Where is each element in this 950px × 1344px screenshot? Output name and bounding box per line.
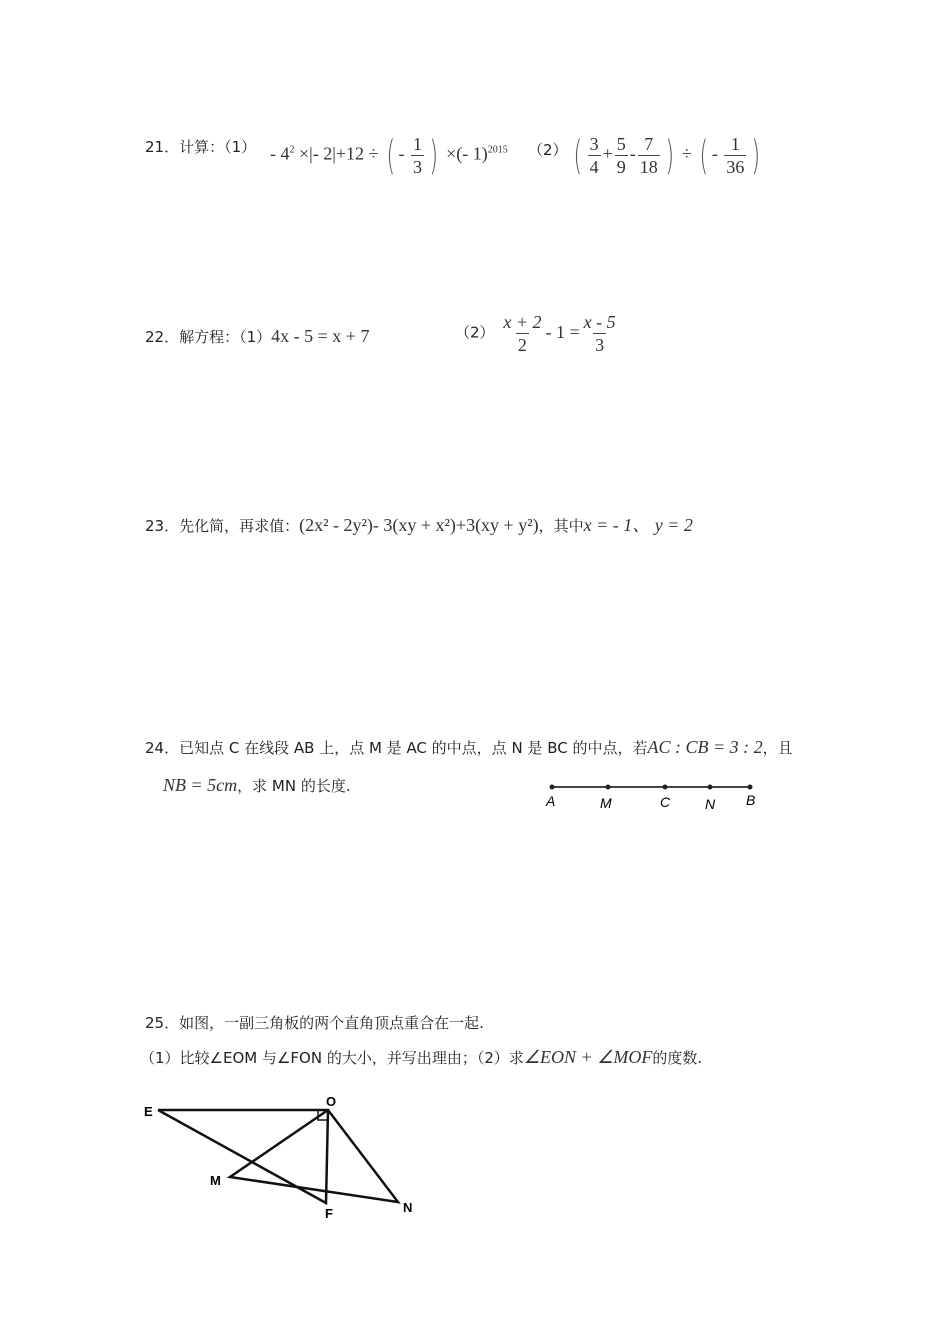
question-ask: ，求 MN 的长度. bbox=[237, 777, 351, 795]
fraction bbox=[615, 135, 628, 176]
left-paren: ( bbox=[699, 132, 709, 179]
given-length: NB = 5cm bbox=[163, 775, 238, 795]
numerator: 1 bbox=[413, 134, 422, 154]
label-n: N bbox=[705, 796, 716, 812]
question-25 bbox=[145, 1016, 484, 1031]
point-c bbox=[663, 785, 668, 790]
question-text: 如图，一副三角板的两个直角顶点重合在一起. bbox=[179, 1014, 484, 1032]
fraction bbox=[411, 135, 424, 176]
fraction bbox=[582, 313, 618, 354]
triangle-figure bbox=[140, 1090, 440, 1230]
fraction bbox=[724, 135, 746, 176]
numerator: 3 bbox=[589, 134, 599, 154]
left-paren: ( bbox=[573, 132, 583, 179]
exponent: 2015 bbox=[487, 144, 508, 156]
denominator: 36 bbox=[726, 157, 745, 177]
ratio: AC : CB = 3 : 2 bbox=[647, 737, 763, 757]
conjunction: ，且 bbox=[762, 739, 793, 757]
operator: ÷ bbox=[681, 143, 692, 164]
question-22 bbox=[145, 327, 369, 345]
denominator: 4 bbox=[589, 157, 599, 177]
question-label: 计算： bbox=[179, 138, 225, 156]
right-paren: ) bbox=[665, 132, 674, 179]
denominator: 3 bbox=[595, 335, 605, 355]
question-text: 已知点 C 在线段 AB 上，点 M 是 AC 的中点，点 N 是 BC 的中点，若 bbox=[179, 739, 648, 757]
point-n bbox=[708, 785, 713, 790]
label-f: F bbox=[325, 1206, 333, 1221]
denominator: 9 bbox=[616, 157, 626, 177]
expr-term: - bbox=[398, 143, 409, 164]
question-24 bbox=[145, 738, 793, 756]
label-c: C bbox=[660, 794, 671, 810]
label-a: A bbox=[546, 793, 556, 809]
right-paren: ) bbox=[751, 132, 761, 179]
numerator: x + 2 bbox=[503, 312, 542, 332]
denominator: 2 bbox=[517, 335, 527, 355]
label-b: B bbox=[746, 792, 756, 808]
point-b bbox=[748, 785, 753, 790]
left-paren: ( bbox=[386, 132, 395, 179]
expr-term: - 1 = bbox=[545, 321, 580, 342]
question-tail: ，其中 bbox=[538, 517, 584, 535]
question-number: 23． bbox=[145, 517, 180, 535]
condition: x = - 1、 y = 2 bbox=[583, 515, 693, 535]
expression-21-2 bbox=[570, 132, 764, 179]
right-paren: ) bbox=[429, 132, 439, 179]
numerator: x - 5 bbox=[583, 312, 616, 332]
numerator: 1 bbox=[730, 134, 740, 154]
label-o: O bbox=[326, 1094, 337, 1109]
angle-expression: ∠EON + ∠MOF bbox=[523, 1047, 653, 1067]
question-24-line-2 bbox=[163, 776, 351, 794]
part-2-label: （2） bbox=[455, 323, 495, 342]
part-1-label: （1） bbox=[224, 138, 257, 156]
operator: + bbox=[602, 143, 613, 164]
exponent: 2 bbox=[289, 144, 295, 156]
part-2-label-wrap bbox=[528, 143, 568, 158]
numerator: 7 bbox=[644, 134, 654, 154]
triangle-mon bbox=[230, 1110, 398, 1202]
label-m: M bbox=[210, 1173, 221, 1188]
equation-22-2 bbox=[499, 312, 619, 355]
label-m: M bbox=[600, 795, 612, 811]
question-number: 25． bbox=[145, 1014, 180, 1032]
fraction bbox=[638, 135, 660, 176]
expr-term: - 4 bbox=[270, 143, 290, 164]
segment-figure bbox=[540, 775, 770, 815]
part-2-label: （2） bbox=[528, 141, 568, 159]
question-number: 21． bbox=[145, 138, 180, 156]
expr-term: ×|- 2|+12 ÷ bbox=[299, 143, 379, 164]
expression-23: (2x² - 2y²)- 3(xy + x²)+3(xy + y²) bbox=[299, 515, 539, 535]
question-label: 解方程： bbox=[179, 328, 240, 346]
expr-term: ×(- 1) bbox=[446, 143, 488, 164]
label-n: N bbox=[403, 1200, 413, 1215]
fraction bbox=[501, 313, 543, 354]
question-number: 24． bbox=[145, 739, 180, 757]
expression-21-1 bbox=[270, 132, 508, 179]
equation-22-1: 4x - 5 = x + 7 bbox=[271, 326, 370, 346]
point-m bbox=[606, 785, 611, 790]
operator: - bbox=[629, 143, 636, 164]
question-tail: 的度数. bbox=[652, 1049, 703, 1067]
point-a bbox=[550, 785, 555, 790]
label-e: E bbox=[144, 1104, 153, 1119]
question-23 bbox=[145, 516, 693, 534]
question-22-part-2 bbox=[455, 313, 620, 354]
operator: - bbox=[711, 143, 723, 164]
question-25-line-2 bbox=[140, 1048, 702, 1066]
denominator: 18 bbox=[639, 157, 658, 177]
denominator: 3 bbox=[413, 157, 422, 177]
part-1-label: （1） bbox=[239, 328, 272, 346]
question-number: 22． bbox=[145, 328, 180, 346]
numerator: 5 bbox=[616, 134, 626, 154]
fraction bbox=[588, 135, 601, 176]
question-21 bbox=[145, 140, 256, 155]
question-text: 先化简，再求值： bbox=[179, 517, 300, 535]
question-parts: （1）比较∠EOM 与∠FON 的大小，并写出理由；（2）求 bbox=[140, 1049, 524, 1067]
